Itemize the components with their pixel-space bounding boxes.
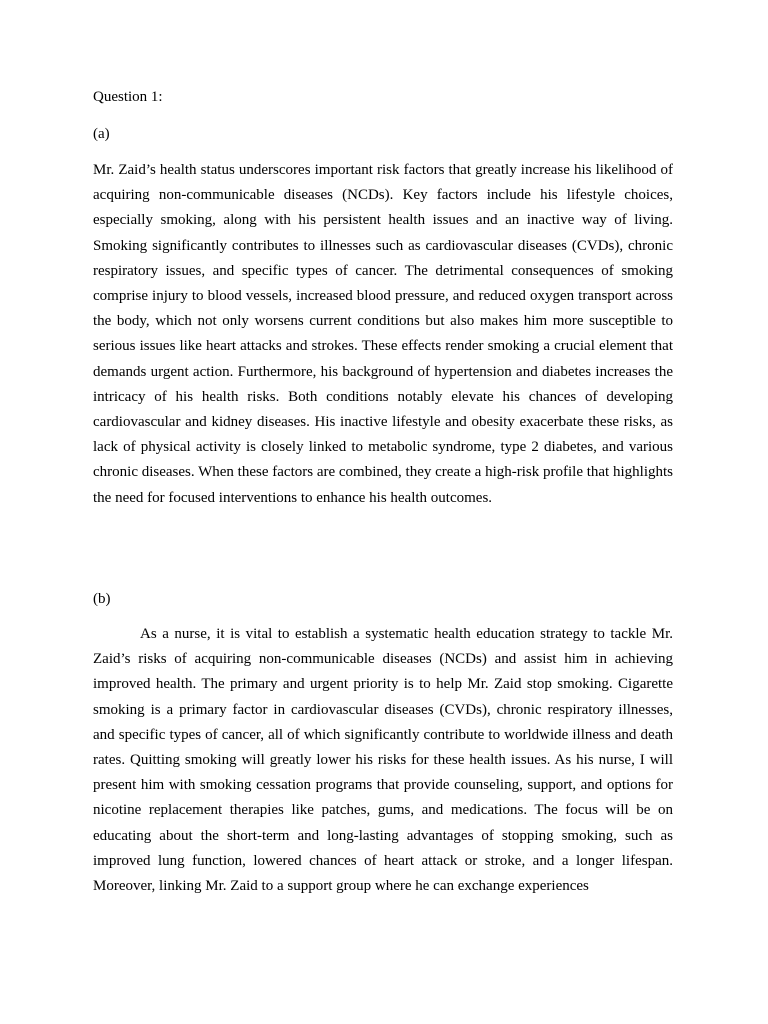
part-b-label: (b) — [93, 591, 111, 607]
part-a-paragraph: Mr. Zaid’s health status underscores important risk factors that greatly increase his likelihood of acquiring non-communicable diseases (NCDs). Key factors include his lifestyle choices, especially smoking, along with his persistent health issues and an inactive way of living. Smoking significantly contributes to illnesses such as cardiovascular diseases (CVDs), chronic respiratory issues, and specific types of cancer. The detrimental consequences of smoking comprise injury to blood vessels, increased blood pressure, and reduced oxygen transport across the body, which not only worsens current conditions but also makes him more susceptible to serious issues like heart attacks and strokes. These effects render smoking a crucial element that demands urgent action. Furthermore, his background of hypertension and diabetes increases the intricacy of his health risks. Both conditions notably elevate his chances of developing cardiovascular and kidney diseases. His inactive lifestyle and obesity exacerbate these risks, as lack of physical activity is closely linked to metabolic syndrome, type 2 diabetes, and various chronic diseases. When these factors are combined, they create a high-risk profile that highlights the need for focused interventions to enhance his health outcomes. — [93, 162, 673, 506]
question-heading: Question 1: — [93, 89, 163, 105]
part-a-label: (a) — [93, 126, 110, 142]
part-b-paragraph: As a nurse, it is vital to establish a systematic health education strategy to tackle Mr. Zaid’s risks of acquiring non-communicable diseases (NCDs) and assist him in achieving improved health. The primary and urgent priority is to help Mr. Zaid stop smoking. Cigarette smoking is a primary factor in cardiovascular diseases (CVDs), chronic respiratory illnesses, and specific types of cancer, all of which significantly contribute to worldwide illness and death rates. Quitting smoking will greatly lower his risks for these health issues. As his nurse, I will present him with smoking cessation programs that provide counseling, support, and options for nicotine replacement therapies like patches, gums, and medications. The focus will be on educating about the short-term and long-lasting advantages of stopping smoking, such as improved lung function, lowered chances of heart attack or stroke, and a longer lifespan. Moreover, linking Mr. Zaid to a support group where he can exchange experiences — [93, 626, 673, 895]
